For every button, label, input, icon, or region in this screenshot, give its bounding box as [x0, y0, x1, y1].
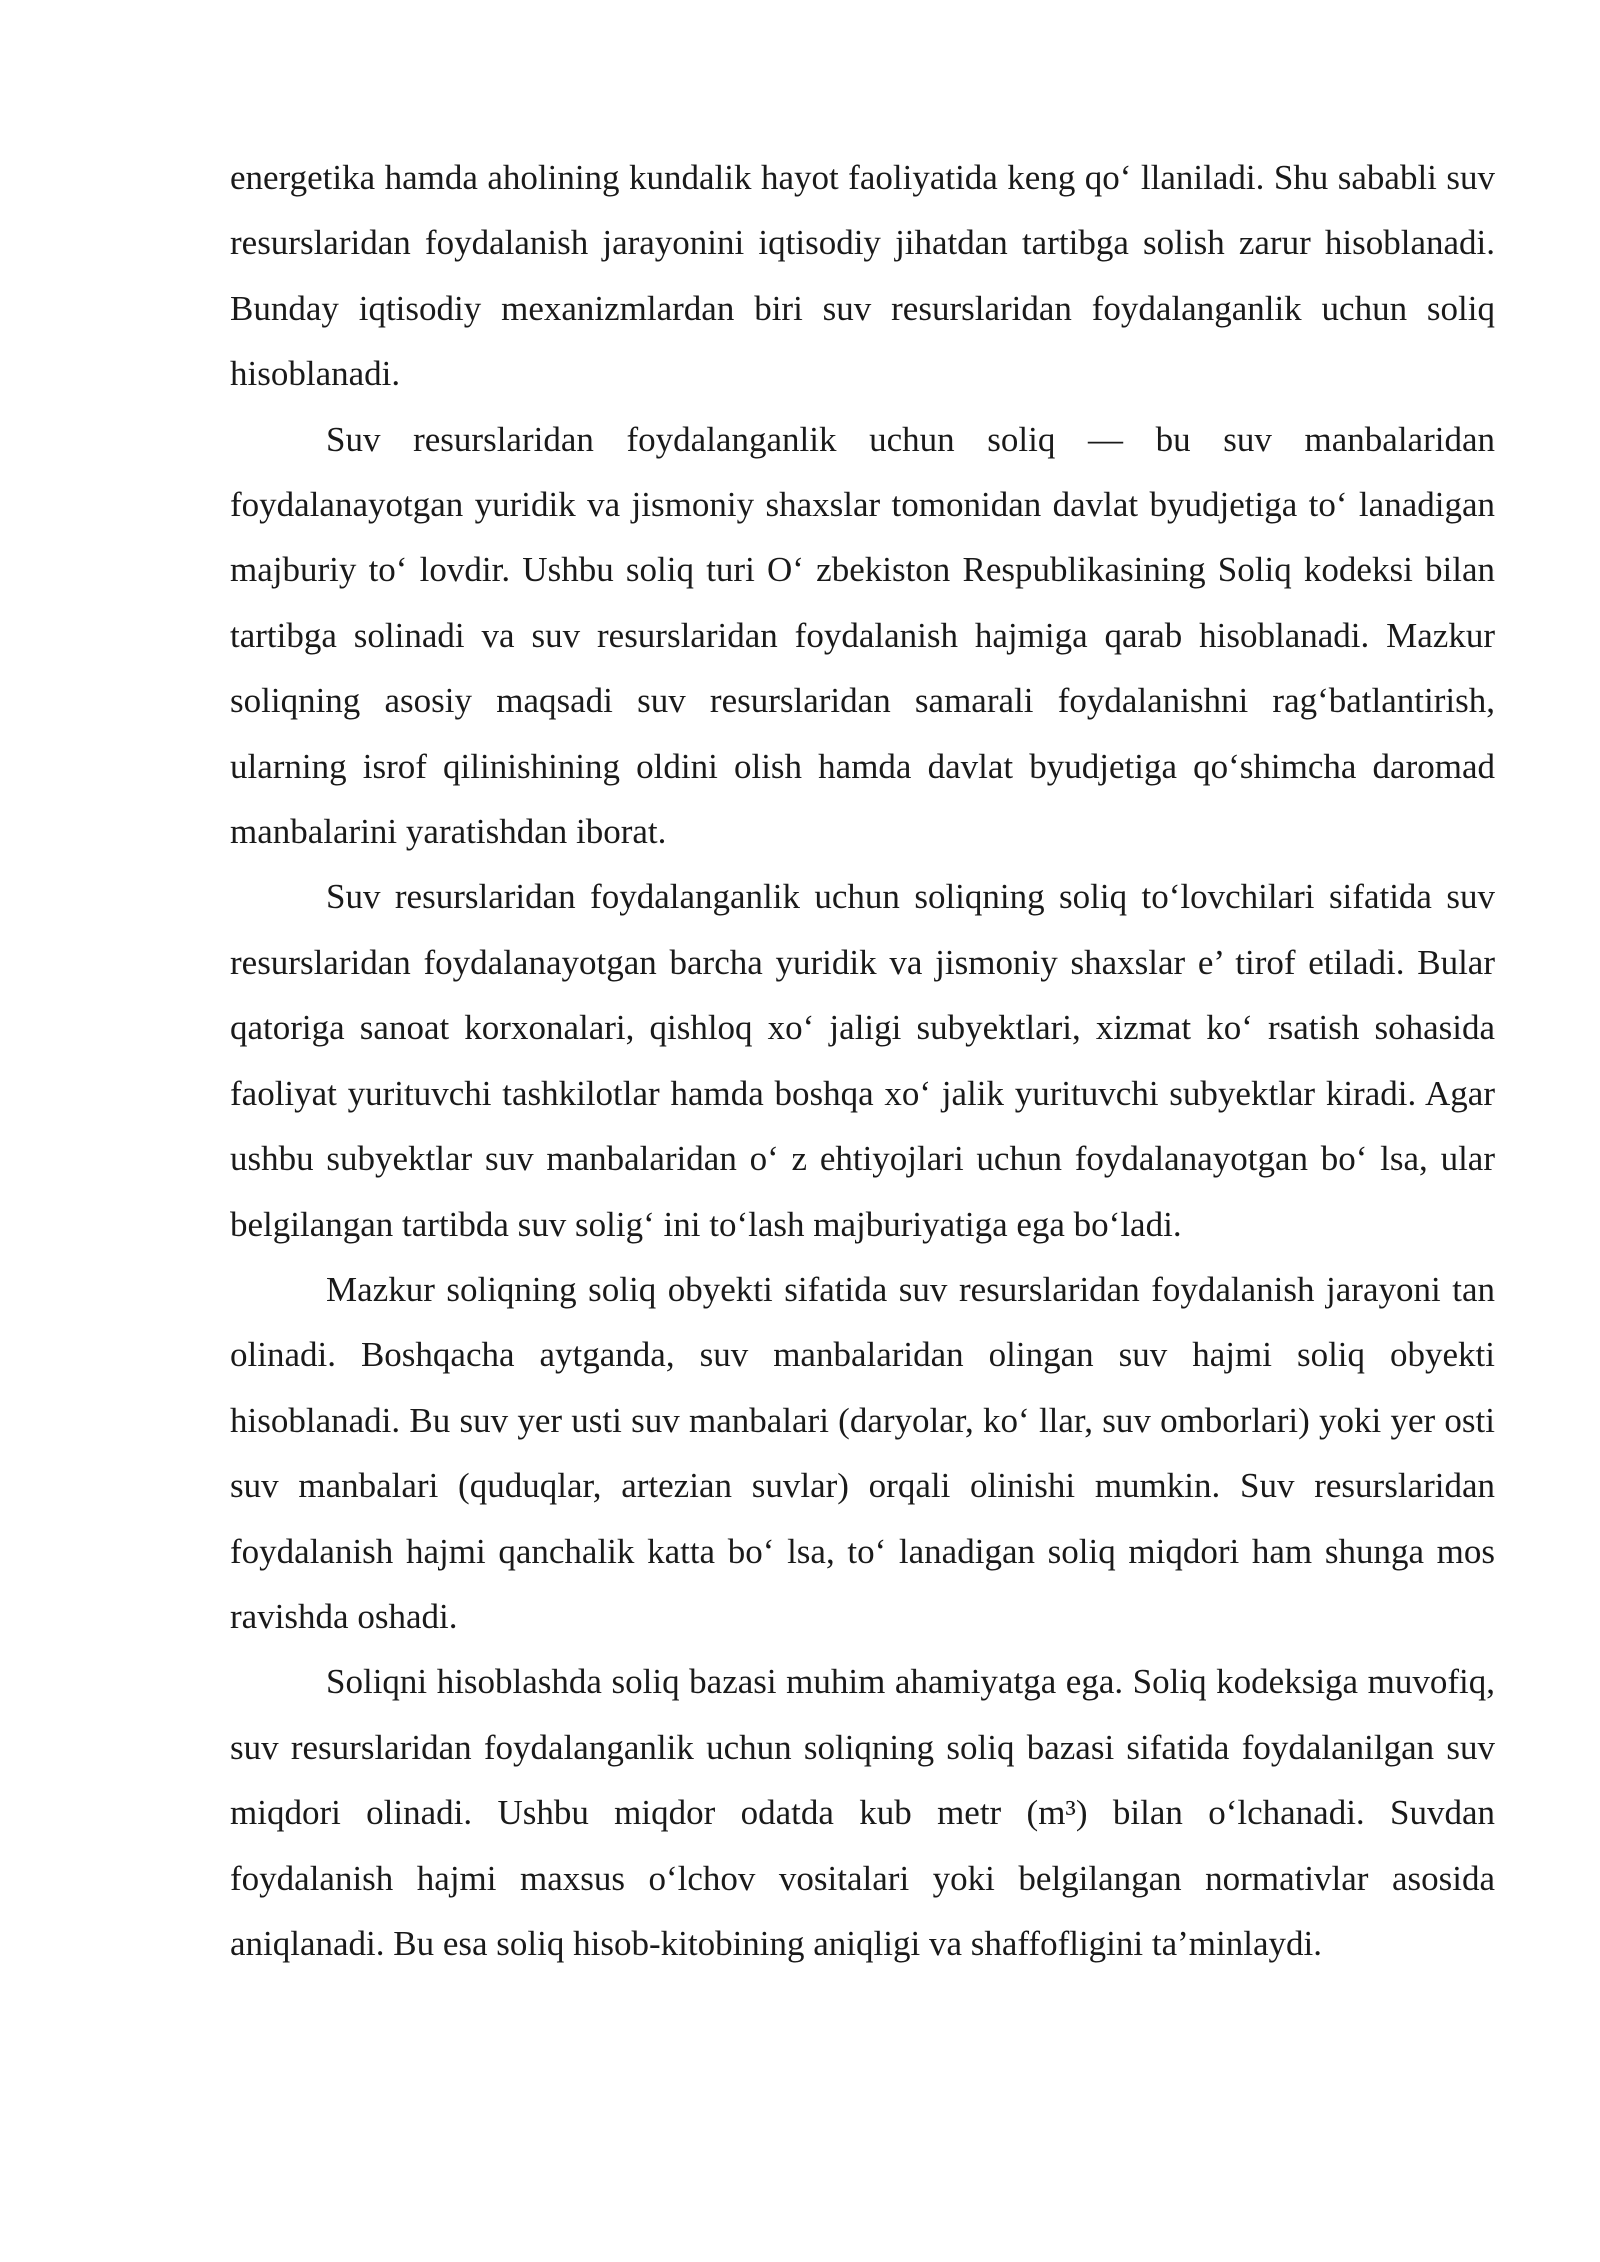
paragraph-tax-base: Soliqni hisoblashda soliq bazasi muhim ahamiyatga ega. Soliq kodeksiga muvofiq, suv resurslaridan foydalanganlik uchun soliqning soliq bazasi sifatida foydalanilgan suv miqdori olinadi. Ushbu miqdor odatda kub metr (m³) bilan o‘lchanadi. Suvdan foydalanish hajmi maxsus o‘lchov vositalari yoki belgilangan normativlar asosida aniqlanadi. Bu esa soliq hisob-kitobining aniqligi va shaffofligini ta’minlaydi.: [230, 1662, 1495, 1963]
paragraph-taxpayers: Suv resurslaridan foydalanganlik uchun soliqning soliq to‘lovchilari sifatida suv resurslaridan foydalanayotgan barcha yuridik va jismoniy shaxslar e’ tirof etiladi. Bular qatoriga sanoat korxonalari, qishloq xo‘ jaligi subyektlari, xizmat ko‘ rsatish sohasida faoliyat yurituvchi tashkilotlar hamda boshqa xo‘ jalik yurituvchi subyektlar kiradi. Agar ushbu subyektlar suv manbalaridan o‘ z ehtiyojlari uchun foydalanayotgan bo‘ lsa, ular belgilangan tartibda suv solig‘ ini to‘lash majburiyatiga ega bo‘ladi.: [230, 877, 1495, 1244]
paragraph-continuation: energetika hamda aholining kundalik hayot faoliyatida keng qo‘ llaniladi. Shu sababli suv resurslaridan foydalanish jarayonini iqtisodiy jihatdan tartibga solish zarur hisoblanadi. Bunday iqtisodiy mexanizmlardan biri suv resurslaridan foydalanganlik uchun soliq hisoblanadi.: [230, 158, 1495, 394]
paragraph-water-tax-definition: Suv resurslaridan foydalanganlik uchun soliq — bu suv manbalaridan foydalanayotgan yuridik va jismoniy shaxslar tomonidan davlat byudjetiga to‘ lanadigan majburiy to‘ lovdir. Ushbu soliq turi O‘ zbekiston Respublikasining Soliq kodeksi bilan tartibga solinadi va suv resurslaridan foydalanish hajmiga qarab hisoblanadi. Mazkur soliqning asosiy maqsadi suv resurslaridan samarali foydalanishni rag‘batlantirish, ularning isrof qilinishining oldini olish hamda davlat byudjetiga qo‘shimcha daromad manbalarini yaratishdan iborat.: [230, 419, 1495, 852]
document-page: [230, 145, 1495, 1976]
paragraph-tax-object: Mazkur soliqning soliq obyekti sifatida suv resurslaridan foydalanish jarayoni tan olinadi. Boshqacha aytganda, suv manbalaridan olingan suv hajmi soliq obyekti hisoblanadi. Bu suv yer usti suv manbalari (daryolar, ko‘ llar, suv omborlari) yoki yer osti suv manbalari (quduqlar, artezian suvlar) orqali olinishi mumkin. Suv resurslaridan foydalanish hajmi qanchalik katta bo‘ lsa, to‘ lanadigan soliq miqdori ham shunga mos ravishda oshadi.: [230, 1269, 1495, 1636]
